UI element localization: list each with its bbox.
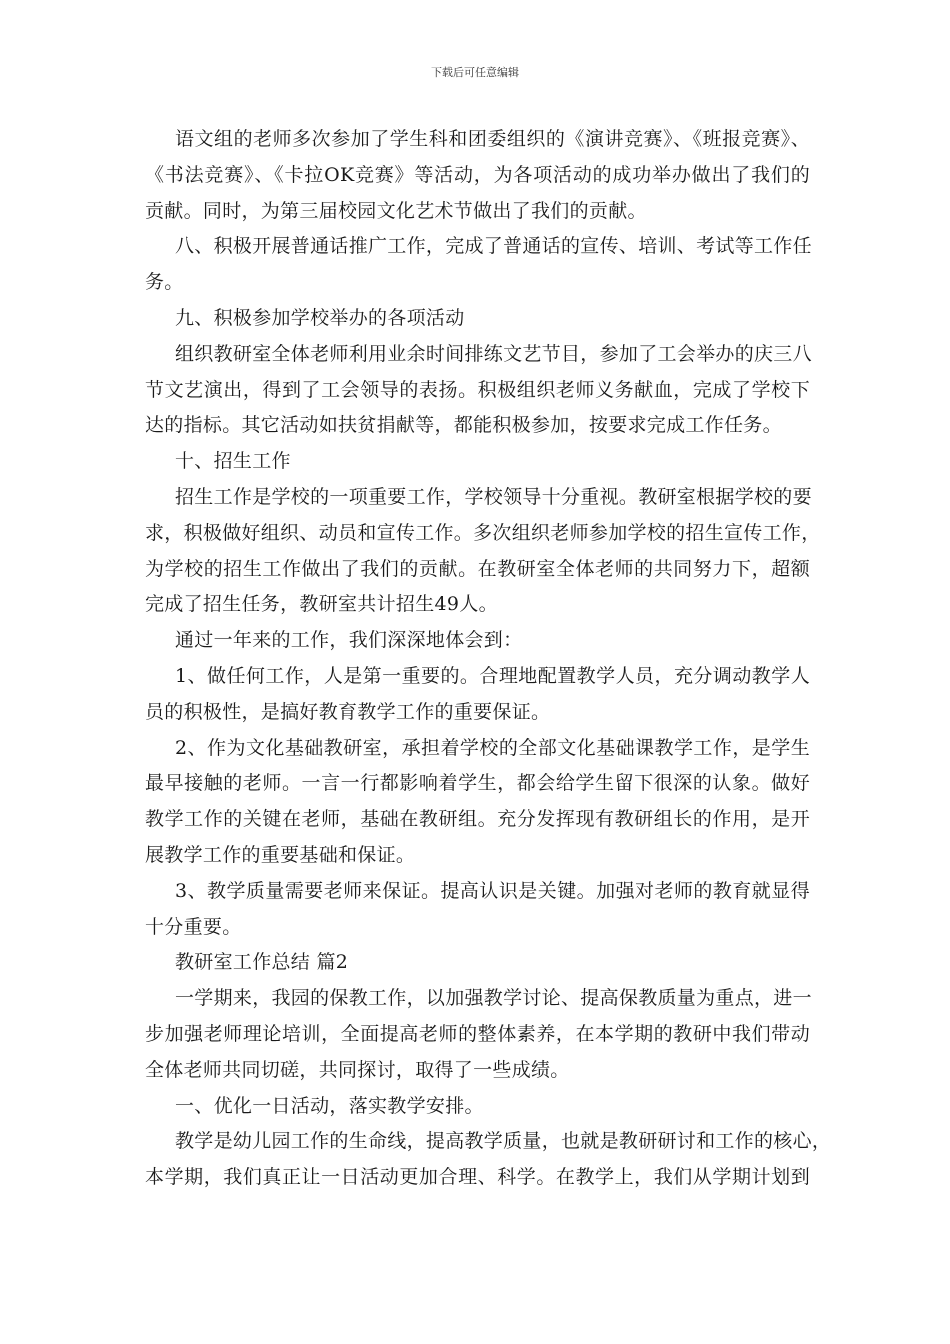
text-line: 达的指标。其它活动如扶贫捐献等，都能积极参加，按要求完成工作任务。	[145, 414, 782, 437]
text-line: 一、优化一日活动，落实教学安排。	[175, 1094, 484, 1117]
text-line: 员的积极性，是搞好教育教学工作的重要保证。	[145, 700, 551, 723]
text-line: 贡献。同时，为第三届校园文化艺术节做出了我们的贡献。	[145, 199, 647, 222]
text-line: 九、积极参加学校举办的各项活动	[175, 306, 465, 329]
text-line: 完成了招生任务，教研室共计招生49人。	[145, 593, 498, 616]
text-line: 本学期，我们真正让一日活动更加合理、科学。在教学上，我们从学期计划到	[145, 1166, 810, 1189]
text-line: 十、招生工作	[175, 450, 291, 473]
text-line: 1、做任何工作，人是第一重要的。合理地配置教学人员，充分调动教学人	[175, 664, 810, 687]
text-line: 通过一年来的工作，我们深深地体会到：	[175, 629, 523, 652]
text-line: 招生工作是学校的一项重要工作，学校领导十分重视。教研室根据学校的要	[175, 485, 812, 508]
text-line: 教研室工作总结 篇2	[175, 951, 349, 974]
text-line: 八、积极开展普通话推广工作，完成了普通话的宣传、培训、考试等工作任	[175, 235, 812, 258]
document-body	[145, 122, 832, 1196]
text-line: 3、教学质量需要老师来保证。提高认识是关键。加强对老师的教育就显得	[175, 879, 810, 902]
text-line: 为学校的招生工作做出了我们的贡献。在教研室全体老师的共同努力下，超额	[145, 557, 810, 580]
text-line: 组织教研室全体老师利用业余时间排练文艺节目，参加了工会举办的庆三八	[175, 342, 812, 365]
text-line: 节文艺演出，得到了工会领导的表扬。积极组织老师义务献血，完成了学校下	[145, 378, 810, 401]
text-line: 务。	[145, 271, 184, 294]
text-line: 2、作为文化基础教研室，承担着学校的全部文化基础课教学工作，是学生	[175, 736, 810, 759]
text-line: 语文组的老师多次参加了学生科和团委组织的《演讲竞赛》、《班报竞赛》、	[175, 128, 810, 150]
text-line: 全体老师共同切磋，共同探讨，取得了一些成绩。	[145, 1058, 570, 1081]
text-line: 步加强老师理论培训，全面提高老师的整体素养，在本学期的教研中我们带动	[145, 1022, 810, 1045]
text-line: 一学期来，我园的保教工作，以加强教学讨论、提高保教质量为重点，进一	[175, 987, 812, 1010]
page-header: 下载后可任意编辑	[431, 66, 519, 79]
text-line: 求，积极做好组织、动员和宣传工作。多次组织老师参加学校的招生宣传工作，	[145, 521, 821, 544]
text-line: 十分重要。	[145, 915, 242, 938]
text-line: 教学工作的关键在老师，基础在教研组。充分发挥现有教研组长的作用，是开	[145, 808, 810, 831]
text-line: 展教学工作的重要基础和保证。	[145, 843, 416, 866]
text-line: 教学是幼儿园工作的生命线，提高教学质量，也就是教研研讨和工作的核心，	[175, 1130, 832, 1153]
text-line: 最早接触的老师。一言一行都影响着学生，都会给学生留下很深的认象。做好	[145, 772, 810, 795]
text-line: 《书法竞赛》、《卡拉OK竞赛》等活动，为各项活动的成功举办做出了我们的	[145, 163, 810, 186]
